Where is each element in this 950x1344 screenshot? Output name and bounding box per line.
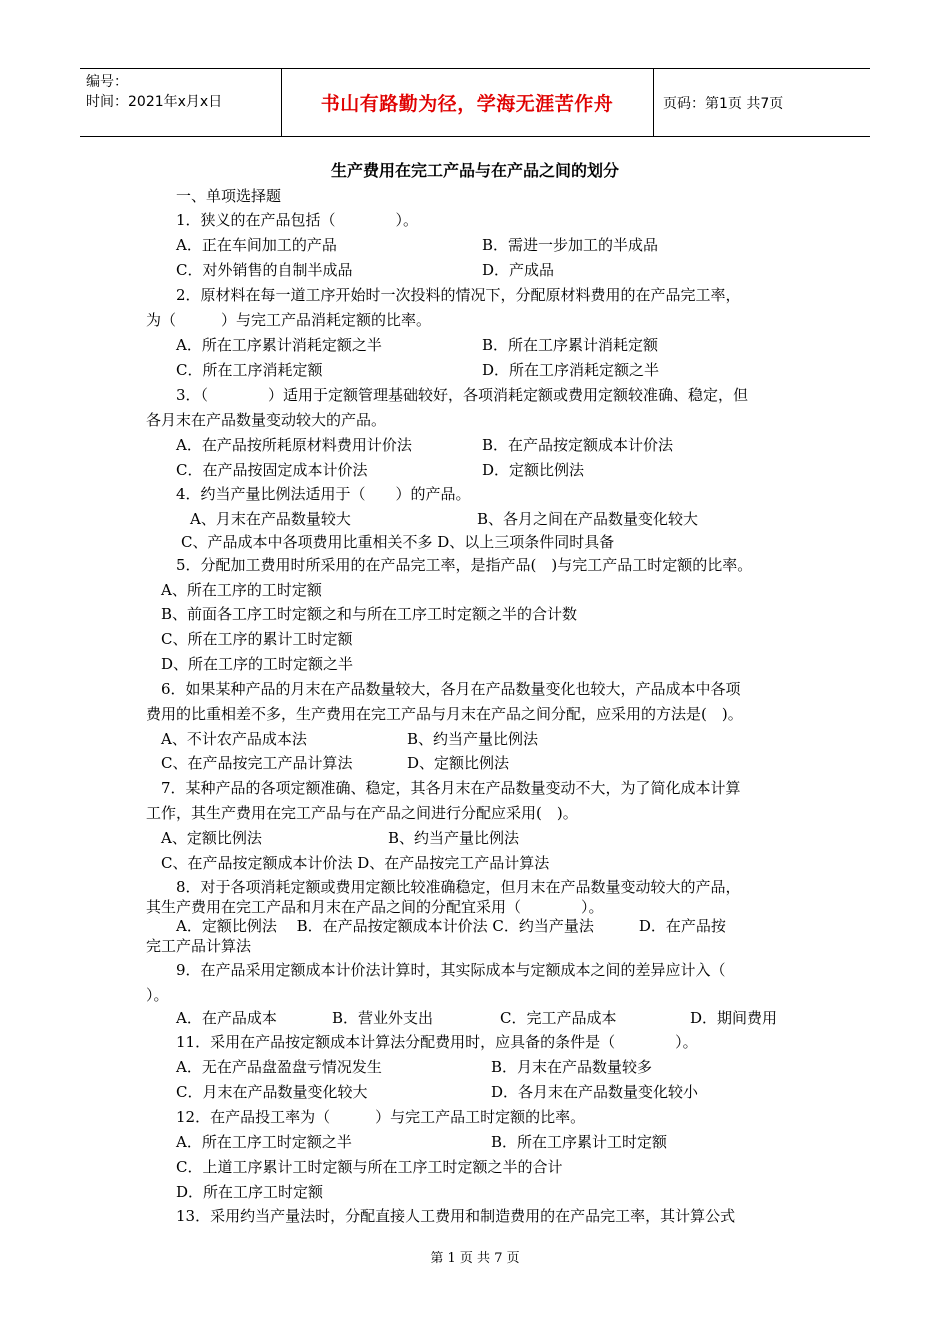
question-stem: 2．原材料在每一道工序开始时一次投料的情况下，分配原材料费用的在产品完工率， (176, 286, 741, 304)
option: C．上道工序累计工时定额与所在工序工时定额之半的合计 (176, 1158, 563, 1176)
option: B．所在工序累计工时定额 (491, 1133, 668, 1151)
option: B．需进一步加工的半成品 (482, 236, 659, 254)
question-stem: 工作，其生产费用在完工产品与在产品之间进行分配应采用( )。 (146, 804, 578, 822)
option: C．在产品按固定成本计价法 (176, 461, 368, 479)
header-page-info: 页码：第1页 共7页 (663, 95, 784, 112)
option: C．所在工序消耗定额 (176, 361, 323, 379)
time-label: 时间：2021年x月x日 (86, 94, 223, 110)
question-stem: 1．狭义的在产品包括（ ）。 (176, 211, 419, 229)
header-motto: 书山有路勤为径，学海无涯苦作舟 (320, 93, 614, 115)
option: D．所在工序工时定额 (176, 1183, 324, 1201)
option: B、约当产量比例法 (407, 730, 539, 748)
question-stem: 11．采用在产品按定额成本计算法分配费用时，应具备的条件是（ ）。 (176, 1033, 698, 1051)
page-footer: 第 1 页 共 7 页 (430, 1251, 520, 1266)
option: B、前面各工序工时定额之和与所在工序工时定额之半的合计数 (161, 605, 578, 623)
option: B、各月之间在产品数量变化较大 (477, 510, 699, 528)
option: D．期间费用 (690, 1009, 778, 1027)
option: A．定额比例法 B．在产品按定额成本计价法 C．约当产量法 D．在产品按 (176, 917, 726, 935)
option: A．无在产品盘盈盘亏情况发生 (176, 1058, 382, 1076)
option: B．营业外支出 (332, 1009, 434, 1027)
option: A．所在工序累计消耗定额之半 (176, 336, 382, 354)
question-stem: 8．对于各项消耗定额或费用定额比较准确稳定，但月末在产品数量变动较大的产品， (176, 878, 741, 896)
header-table (80, 68, 870, 137)
option: D．各月末在产品数量变化较小 (491, 1083, 699, 1101)
question-stem: 7．某种产品的各项定额准确、稳定，其各月末在产品数量变动不大，为了简化成本计算 (161, 779, 741, 797)
option: C、在产品按定额成本计价法 D、在产品按完工产品计算法 (161, 854, 550, 872)
option: B．所在工序累计消耗定额 (482, 336, 659, 354)
question-stem: 9．在产品采用定额成本计价法计算时，其实际成本与定额成本之间的差异应计入（ (176, 961, 726, 979)
option: A、所在工序的工时定额 (161, 581, 322, 599)
question-stem: 各月末在产品数量变动较大的产品。 (146, 411, 387, 429)
option: 完工产品计算法 (146, 937, 252, 955)
option: A．在产品按所耗原材料费用计价法 (176, 436, 412, 454)
option: D．定额比例法 (482, 461, 585, 479)
question-stem: 3．（ ）适用于定额管理基础较好，各项消耗定额或费用定额较准确、稳定，但 (176, 386, 749, 404)
question-stem: ）。 (146, 986, 169, 1004)
option: A．所在工序工时定额之半 (176, 1133, 352, 1151)
option: A、定额比例法 (161, 829, 262, 847)
header-meta (86, 72, 286, 112)
question-stem: 为（ ）与完工产品消耗定额的比率。 (146, 311, 432, 329)
number-label: 编号： (86, 74, 128, 90)
option: C、在产品按完工产品计算法 (161, 754, 353, 772)
option: C．完工产品成本 (500, 1009, 617, 1027)
document-title: 生产费用在完工产品与在产品之间的划分 (330, 161, 619, 180)
option: B．月末在产品数量较多 (491, 1058, 653, 1076)
question-stem: 其生产费用在完工产品和月末在产品之间的分配宜采用（ ）。 (146, 898, 604, 916)
option: C．对外销售的自制半成品 (176, 261, 353, 279)
option: D．产成品 (482, 261, 555, 279)
question-stem: 6．如果某种产品的月末在产品数量较大，各月在产品数量变化也较大，产品成本中各项 (161, 680, 741, 698)
option: D．所在工序消耗定额之半 (482, 361, 660, 379)
option: B、约当产量比例法 (388, 829, 520, 847)
question-stem: 5．分配加工费用时所采用的在产品完工率，是指产品( )与完工产品工时定额的比率。 (176, 556, 753, 574)
option: C．月末在产品数量变化较大 (176, 1083, 368, 1101)
header-divider (653, 69, 654, 136)
option: B．在产品按定额成本计价法 (482, 436, 674, 454)
option: A、不计农产品成本法 (161, 730, 307, 748)
question-stem: 12．在产品投工率为（ ）与完工产品工时定额的比率。 (176, 1108, 586, 1126)
option: A．正在车间加工的产品 (176, 236, 337, 254)
section-heading: 一、单项选择题 (176, 187, 282, 205)
option: A．在产品成本 (176, 1009, 277, 1027)
option: D、所在工序的工时定额之半 (161, 655, 354, 673)
question-stem: 4．约当产量比例法适用于（ ）的产品。 (176, 485, 471, 503)
option: C、产品成本中各项费用比重相关不多 D、以上三项条件同时具备 (181, 533, 615, 551)
question-stem: 费用的比重相差不多，生产费用在完工产品与月末在产品之间分配，应采用的方法是( )。 (146, 705, 743, 723)
option: C、所在工序的累计工时定额 (161, 630, 353, 648)
option: A、月末在产品数量较大 (190, 510, 351, 528)
option: D、定额比例法 (407, 754, 510, 772)
question-stem: 13．采用约当产量法时，分配直接人工费用和制造费用的在产品完工率，其计算公式 (176, 1207, 736, 1225)
